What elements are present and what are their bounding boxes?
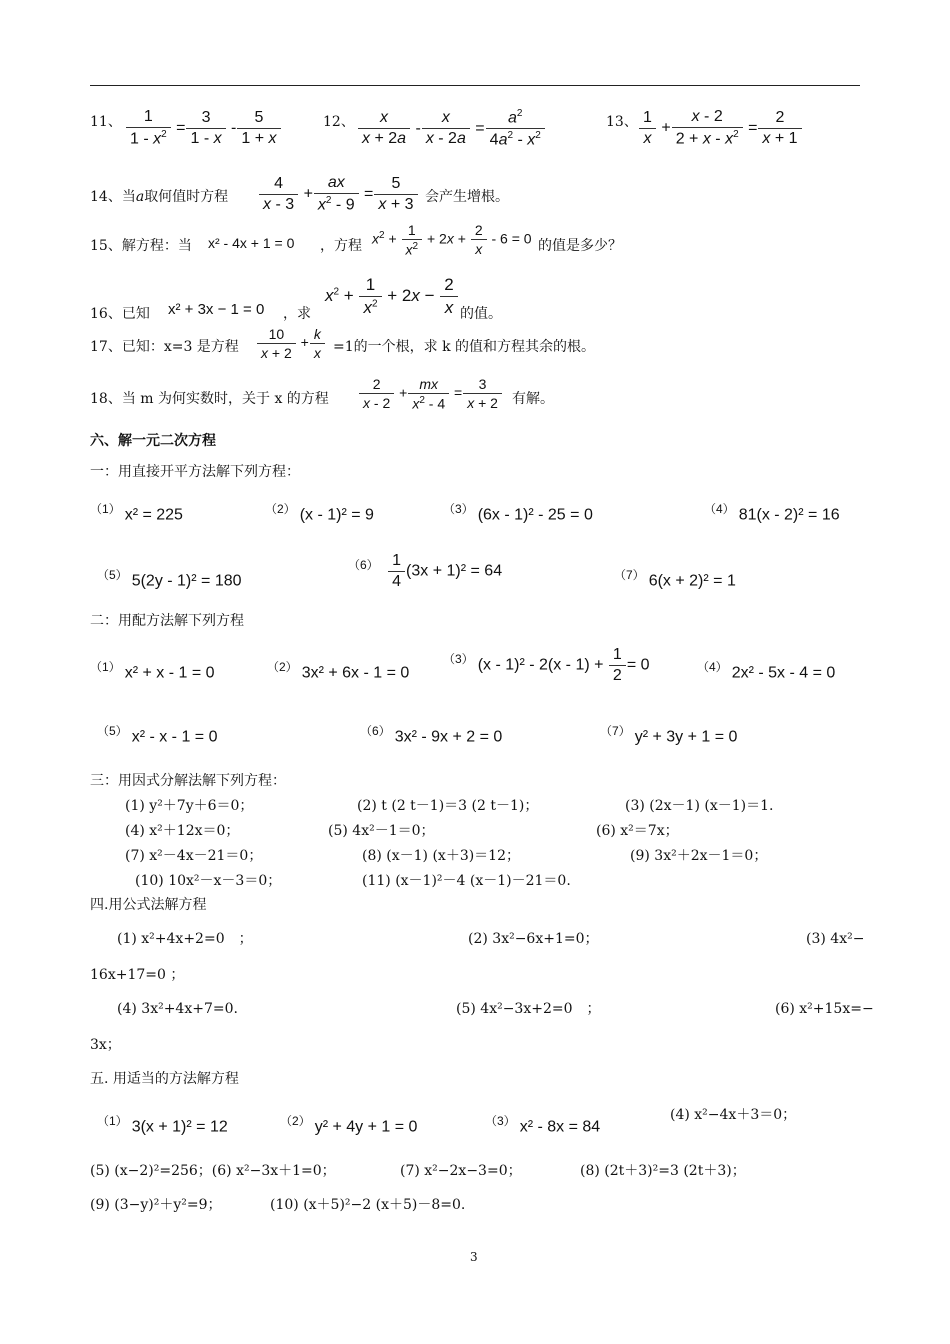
part3-item-8: (8) (x－1) (x＋3)＝12；: [362, 848, 520, 864]
part1-item-7: $^{(7)}$ 6(x + 2)² = 1: [614, 568, 736, 590]
part4-item-6-cont: 3x；: [90, 1037, 121, 1053]
part5-line-4: (9) (3−y)²＋y²=9；: [90, 1197, 222, 1213]
q15-mid: ，方程: [320, 238, 362, 254]
part3-item-5: (5) 4x²－1＝0；: [328, 823, 435, 839]
part1-item-1: $^{(1)}$ x² = 225: [90, 502, 183, 524]
part5-title: 五. 用适当的方法解方程: [90, 1071, 239, 1087]
q14-equation: $\frac{4}{x - 3}$ + $\frac{ax}{x^2 - 9}$ = $\frac{5}{x + 3}$: [258, 174, 419, 214]
part2-item-1: $^{(1)}$ x² + x - 1 = 0: [90, 660, 215, 682]
question-12: [323, 113, 355, 131]
part3-item-11: (11) (x－1)²－4 (x－1)－21＝0.: [362, 873, 571, 889]
q16-condition: x² + 3x − 1 = 0: [168, 301, 265, 318]
part4-item-1: (1) x²+4x+2=0 ；: [117, 931, 253, 947]
part5-line-5: (10) (x＋5)²−2 (x＋5)－8=0.: [270, 1197, 466, 1213]
q17-prefix: 17、已知：x=3 是方程: [90, 339, 239, 355]
part2-title: 二：用配方法解下列方程: [90, 613, 244, 629]
part3-item-1: (1) y²＋7y＋6＝0；: [125, 798, 254, 814]
q14-mid: 取何值时方程: [144, 189, 229, 205]
part5-item-4: (4) x²−4x＋3＝0；: [670, 1107, 797, 1123]
q11-equation: $\frac{1}{1 - x^2}$ = $\frac{3}{1 - x}$ - $\frac{5}{1 + x}$: [125, 108, 282, 148]
part5-item-3: $^{(3)}$ x² - 8x = 84: [485, 1114, 601, 1136]
part5-line-3: (8) (2t＋3)²=3 (2t＋3)；: [580, 1163, 746, 1179]
q16-expression: $x^2$ + $\frac{1}{x^2}$ + 2x − $\frac{2}{x}$: [325, 275, 459, 318]
part2-item-5: $^{(5)}$ x² - x - 1 = 0: [97, 724, 218, 746]
section-6-title: 六、解一元二次方程: [90, 433, 216, 449]
question-16: [90, 305, 150, 323]
q17-suffix: =1的一个根，求 k 的值和方程其余的根。: [333, 339, 596, 355]
question-18: [90, 390, 329, 408]
part3-item-7: (7) x²－4x－21＝0；: [125, 848, 263, 864]
part1-title: 一：用直接开平方法解下列方程：: [90, 464, 300, 480]
part1-item-4: $^{(4)}$ 81(x - 2)² = 16: [704, 502, 840, 524]
q16-suffix: 的值。: [460, 306, 502, 322]
part3-item-4: (4) x²＋12x＝0；: [125, 823, 240, 839]
part2-item-6: $^{(6)}$ 3x² - 9x + 2 = 0: [360, 724, 503, 746]
part1-item-2: $^{(2)}$ (x - 1)² = 9: [265, 502, 374, 524]
q14-prefix: 14、当: [90, 189, 136, 205]
part3-item-9: (9) 3x²＋2x－1＝0；: [630, 848, 768, 864]
q13-label: 13、: [606, 114, 638, 130]
part1-item-6: $^{(6)}$ $\frac{1}{4}$ (3x + 1)² = 64: [348, 552, 503, 590]
header-rule: [90, 85, 860, 86]
part3-item-2: (2) t (2 t－1)＝3 (2 t－1)；: [357, 798, 539, 814]
q15-suffix: 的值是多少？: [538, 238, 622, 254]
part4-item-2: (2) 3x²−6x+1=0；: [468, 931, 599, 947]
part4-item-4: (4) 3x²+4x+7=0.: [117, 1001, 238, 1017]
part4-item-3-cont: 16x+17=0 ；: [90, 967, 185, 983]
part2-item-2: $^{(2)}$ 3x² + 6x - 1 = 0: [267, 660, 410, 682]
part4-item-5: (5) 4x²−3x+2=0 ；: [456, 1001, 601, 1017]
q13-equation: $\frac{1}{x}$ + $\frac{x - 2}{2 + x - x^2}$ = $\frac{2}{x + 1}$: [638, 108, 803, 148]
part3-item-3: (3) (2x－1) (x－1)＝1.: [625, 798, 774, 814]
question-14: [90, 188, 228, 206]
q12-equation: $\frac{x}{x + 2a}$ - $\frac{x}{x - 2a}$ = $\frac{a^2}{4a^2 - x^2}$: [357, 108, 546, 150]
q15-expression: $x^2$ + $\frac{1}{x^2}$ + 2x + $\frac{2}{x}$ - 6 = 0: [372, 222, 532, 258]
question-15: [90, 237, 192, 255]
part1-item-5: $^{(5)}$ 5(2y - 1)² = 180: [97, 568, 242, 590]
part3-item-6: (6) x²＝7x；: [596, 823, 679, 839]
q16-prefix: 16、已知: [90, 306, 150, 322]
q15-prefix: 15、解方程：当: [90, 238, 192, 254]
q11-label: 11、: [90, 114, 122, 130]
part2-item-4: $^{(4)}$ 2x² - 5x - 4 = 0: [697, 660, 836, 682]
part5-line-2: (7) x²−2x−3=0；: [400, 1163, 522, 1179]
part3-item-10: (10) 10x²－x－3＝0；: [135, 873, 282, 889]
q18-equation: $\frac{2}{x - 2}$ + $\frac{mx}{x^2 - 4}$ = $\frac{3}{x + 2}$: [358, 376, 503, 412]
part5-line-1: (5) (x−2)²=256；(6) x²−3x＋1=0；: [90, 1163, 336, 1179]
part5-item-2: $^{(2)}$ y² + 4y + 1 = 0: [280, 1114, 418, 1136]
part3-title: 三：用因式分解法解下列方程：: [90, 773, 286, 789]
q14-var: a: [135, 189, 145, 205]
part4-item-6: (6) x²+15x=−: [775, 1001, 874, 1017]
part4-title: 四.用公式法解方程: [90, 897, 207, 913]
part2-item-7: $^{(7)}$ y² + 3y + 1 = 0: [600, 724, 738, 746]
q15-condition: x² - 4x + 1 = 0: [208, 235, 295, 251]
part2-item-3: $^{(3)}$ (x - 1)² - 2(x - 1) + $\frac{1}{2}$ = 0: [443, 646, 650, 684]
q16-mid: ，求: [283, 306, 311, 322]
question-11: [90, 113, 122, 131]
part5-item-1: $^{(1)}$ 3(x + 1)² = 12: [97, 1114, 228, 1136]
q14-suffix: 会产生增根。: [425, 189, 509, 205]
question-13: [606, 113, 638, 131]
q12-label: 12、: [323, 114, 355, 130]
part4-item-3: (3) 4x²−: [806, 931, 865, 947]
q18-prefix: 18、当 m 为何实数时，关于 x 的方程: [90, 391, 329, 407]
q18-suffix: 有解。: [512, 391, 554, 407]
question-17: [90, 338, 239, 356]
part1-item-3: $^{(3)}$ (6x - 1)² - 25 = 0: [443, 502, 593, 524]
q17-equation: $\frac{10}{x + 2}$ + $\frac{k}{x}$: [256, 326, 326, 361]
page-number: 3: [470, 1250, 478, 1264]
